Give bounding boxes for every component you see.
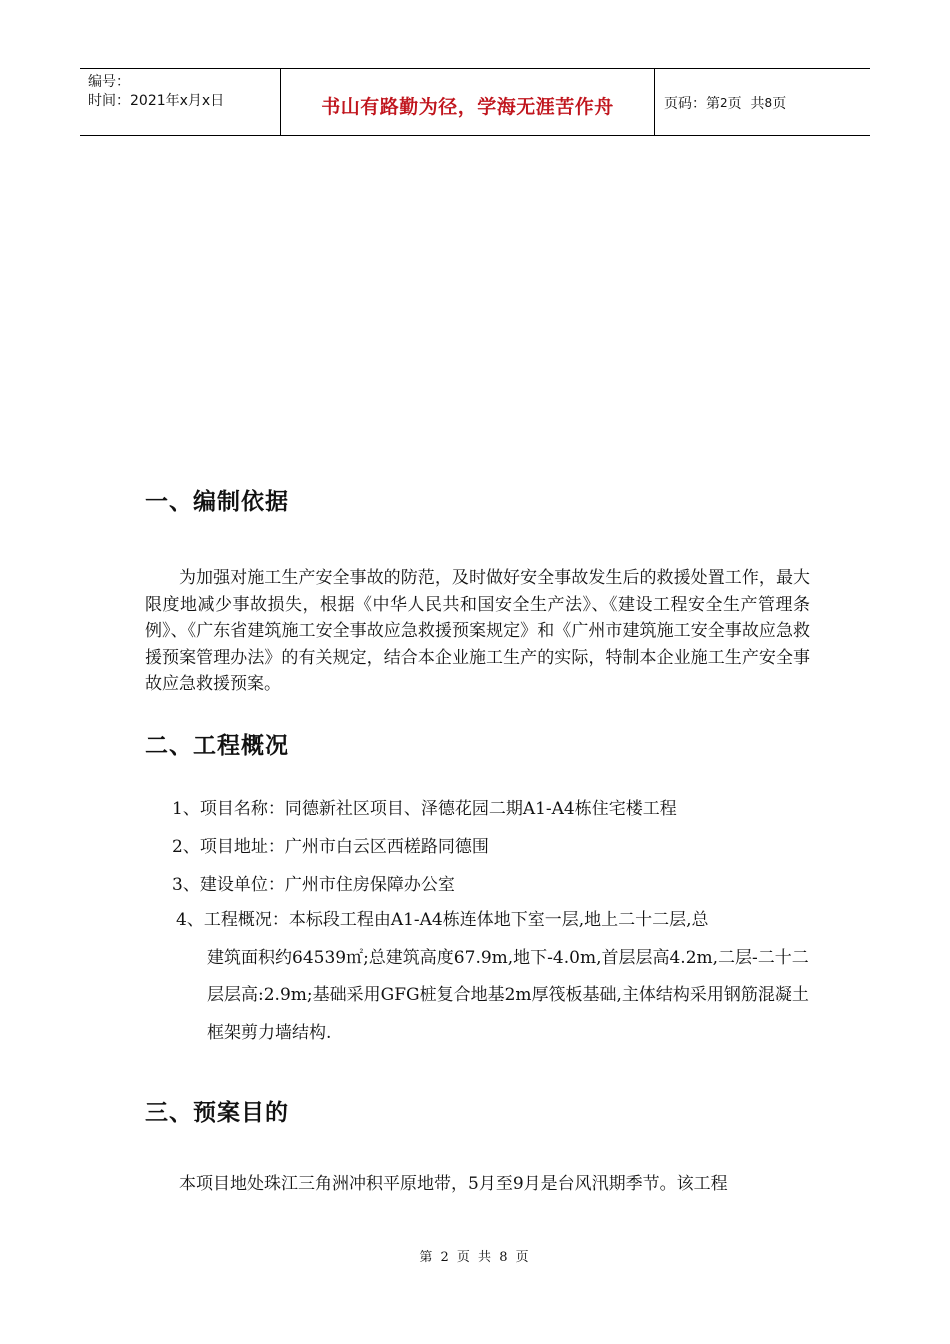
section-body-basis: 为加强对施工生产安全事故的防范，及时做好安全事故发生后的救援处置工作，最大限度地减少事故损失，根据《中华人民共和国安全生产法》、《建设工程安全生产管理条例》、《广东省建筑施工安全事故应急救援预案规定》和《广州市建筑施工安全事故应急救援预案管理办法》的有关规定，结合本企业施工生产的实际，特制本企业施工生产安全事故应急救援预案。	[145, 568, 810, 694]
page-suffix: 页	[772, 96, 787, 112]
page-total: 8	[764, 96, 773, 110]
overview-item-builder: 3、建设单位：广州市住房保障办公室	[172, 875, 455, 895]
page-mid: 页 共	[727, 96, 765, 112]
header-meta	[80, 69, 281, 135]
section-body-purpose: 本项目地处珠江三角洲冲积平原地带，5月至9月是台风汛期季节。该工程	[179, 1174, 728, 1194]
section-heading-purpose: 三、预案目的	[145, 1100, 289, 1126]
header-page-info	[655, 69, 870, 135]
document-number-label: 编号：	[88, 74, 130, 90]
header-motto: 书山有路勤为径，学海无涯苦作舟	[281, 69, 655, 135]
overview-item-summary-rest: 建筑面积约64539㎡;总建筑高度67.9m,地下-4.0m,首层层高4.2m,二层-二十二层层高:2.9m;基础采用GFG桩复合地基2m厚筏板基础,主体结构采用钢筋混凝土框架剪力墙结构.	[207, 947, 809, 1043]
page-header	[80, 68, 870, 136]
section-heading-overview: 二、工程概况	[145, 733, 289, 759]
page-prefix: 页码：第	[664, 96, 720, 112]
document-time-label: 时间：2021年x月x日	[88, 93, 225, 109]
overview-item-summary-first-line: 4、工程概况：本标段工程由A1-A4栋连体地下室一层,地上二十二层,总	[176, 910, 709, 930]
page-footer: 第 2 页 共 8 页	[419, 1250, 531, 1265]
overview-item-project-address: 2、项目地址：广州市白云区西槎路同德围	[172, 837, 489, 857]
overview-item-project-name: 1、项目名称：同德新社区项目、泽德花园二期A1-A4栋住宅楼工程	[172, 799, 677, 819]
page-current: 2	[720, 96, 728, 110]
overview-item-summary	[176, 902, 816, 1052]
section-heading-basis: 一、编制依据	[145, 489, 289, 515]
